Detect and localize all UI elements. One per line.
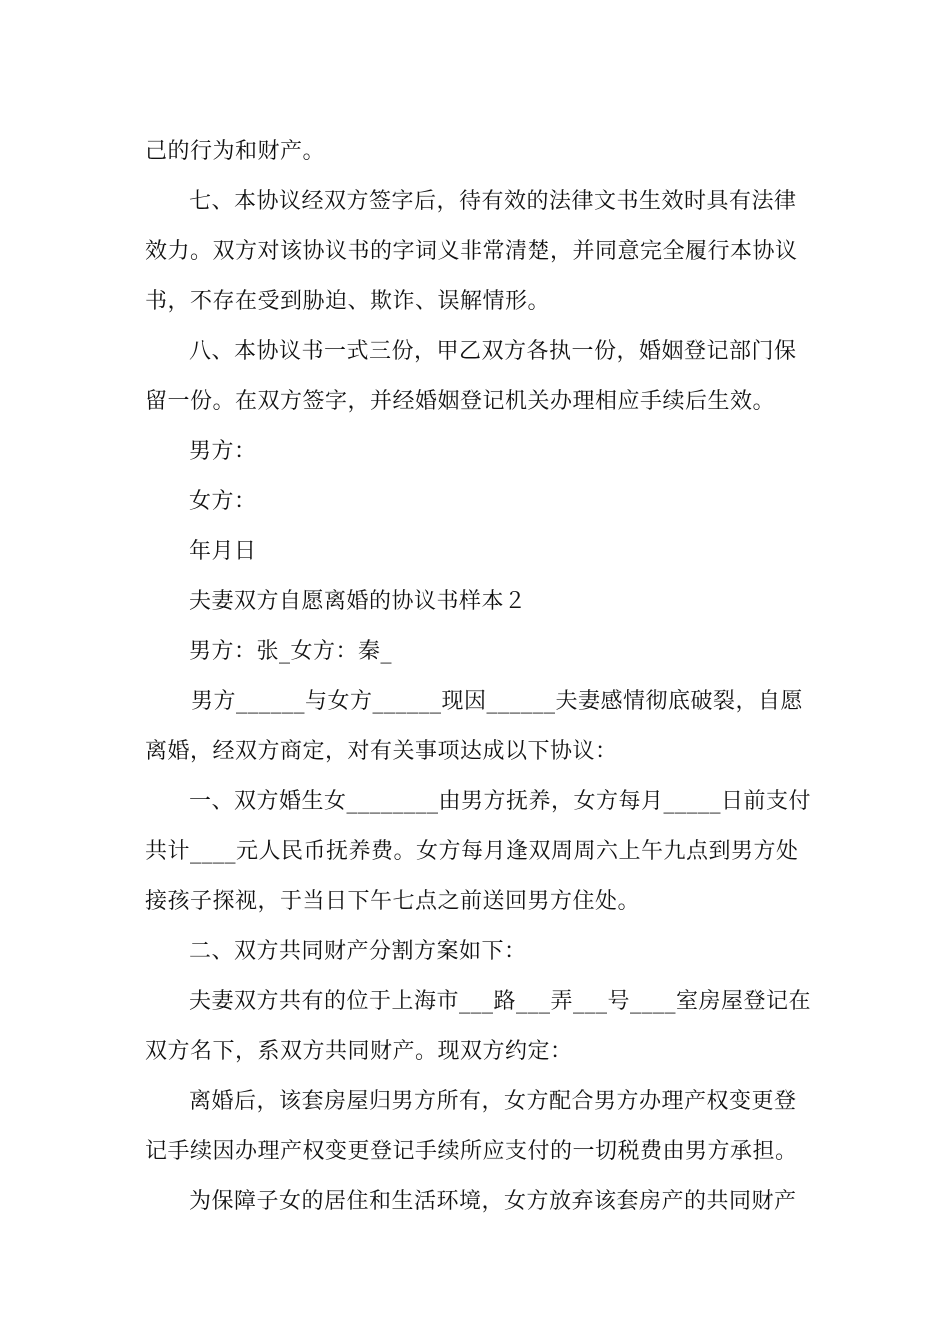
paragraph-line: 接孩子探视，于当日下午七点之前送回男方住处。 bbox=[145, 889, 641, 914]
paragraph-line: 己的行为和财产。 bbox=[145, 139, 326, 164]
paragraph-line: 夫妻双方共有的位于上海市___路___弄___号____室房屋登记在 bbox=[189, 989, 812, 1014]
paragraph-line: 效力。双方对该协议书的字词义非常清楚，并同意完全履行本协议 bbox=[145, 239, 798, 264]
signature-label-female: 女方： bbox=[189, 489, 257, 514]
date-label: 年月日 bbox=[189, 539, 257, 564]
paragraph-line: 二、双方共同财产分割方案如下： bbox=[189, 939, 527, 964]
paragraph-line: 七、本协议经双方签字后，待有效的法律文书生效时具有法律 bbox=[189, 189, 797, 214]
parties-line: 男方：张_女方：秦_ bbox=[189, 639, 393, 664]
paragraph-line: 留一份。在双方签字，并经婚姻登记机关办理相应手续后生效。 bbox=[145, 389, 776, 414]
signature-label-male: 男方： bbox=[189, 439, 257, 464]
paragraph-line: 离婚，经双方商定，对有关事项达成以下协议： bbox=[145, 739, 618, 764]
paragraph-line: 双方名下，系双方共同财产。现双方约定： bbox=[145, 1039, 573, 1064]
paragraph-line: 一、双方婚生女________由男方抚养，女方每月_____日前支付 bbox=[189, 789, 812, 814]
paragraph-line: 书，不存在受到胁迫、欺诈、误解情形。 bbox=[145, 289, 551, 314]
paragraph-line: 八、本协议书一式三份，甲乙双方各执一份，婚姻登记部门保 bbox=[189, 339, 797, 364]
section-title: 夫妻双方自愿离婚的协议书样本２ bbox=[189, 589, 527, 614]
paragraph-line: 为保障子女的居住和生活环境，女方放弃该套房产的共同财产 bbox=[189, 1189, 797, 1214]
paragraph-line: 记手续因办理产权变更登记手续所应支付的一切税费由男方承担。 bbox=[145, 1139, 798, 1164]
paragraph-line: 男方______与女方______现因______夫妻感情彻底破裂，自愿 bbox=[191, 689, 804, 714]
paragraph-line: 离婚后，该套房屋归男方所有，女方配合男方办理产权变更登 bbox=[189, 1089, 797, 1114]
paragraph-line: 共计____元人民币抚养费。女方每月逢双周周六上午九点到男方处 bbox=[145, 839, 799, 864]
document-body bbox=[145, 127, 815, 1227]
